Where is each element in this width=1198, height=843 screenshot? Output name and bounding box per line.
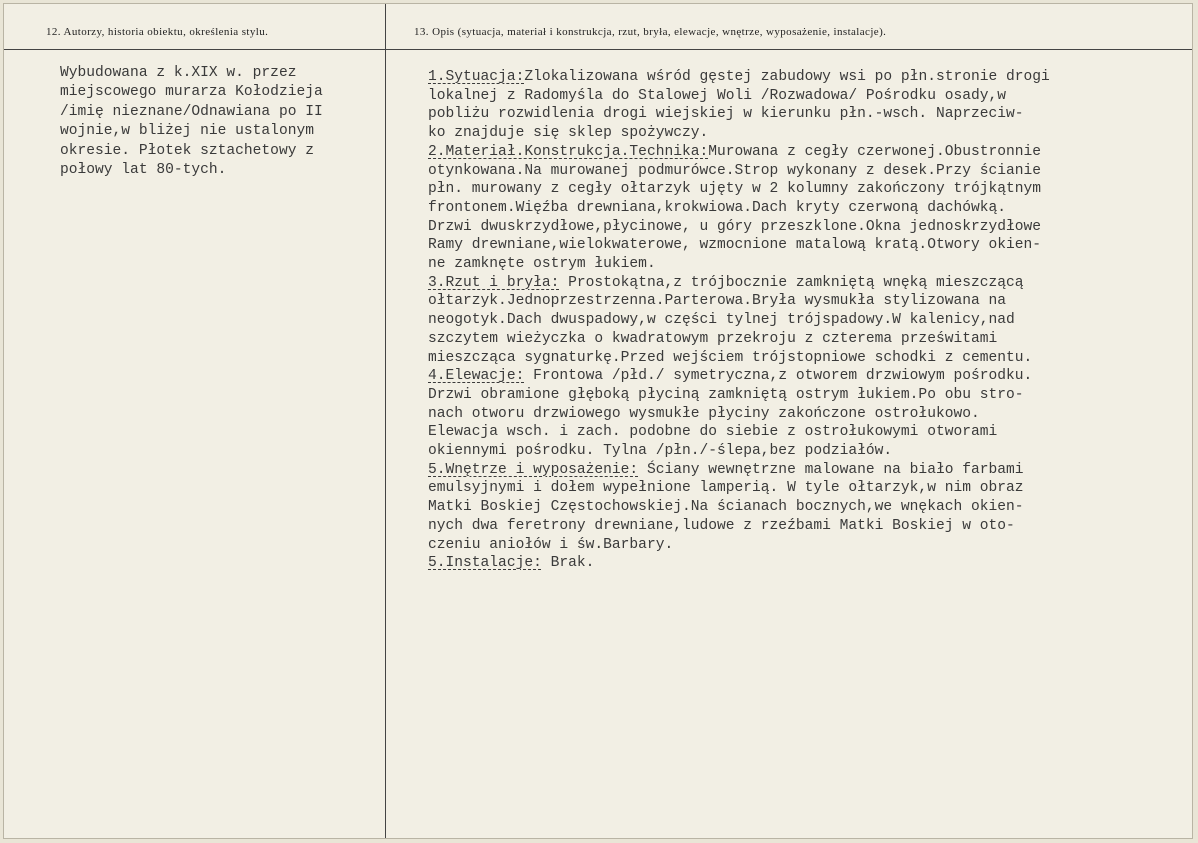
text-line: Drzwi dwuskrzydłowe,płycinowe, u góry przeszklone.Okna jednoskrzydłowe bbox=[428, 218, 1042, 235]
section-label: 2.Materiał.Konstrukcja.Technika: bbox=[428, 143, 709, 160]
text-line: lokalnej z Radomyśla do Stalowej Woli /Rozwadowa/ Pośrodku osady,w bbox=[428, 87, 1007, 104]
column-divider bbox=[385, 4, 386, 838]
text-line: Ramy drewniane,wielokwaterowe, wzmocnione matalową kratą.Otwory okien- bbox=[428, 237, 1042, 254]
section-label: 3.Rzut i bryła: bbox=[428, 274, 560, 291]
section-label: 5.Wnętrze i wyposażenie: bbox=[428, 461, 639, 478]
text-line: ołtarzyk.Jednoprzestrzenna.Parterowa.Bryła wysmukła stylizowana na bbox=[428, 293, 1007, 310]
text-line: /imię nieznane/Odnawiana po II bbox=[60, 103, 323, 120]
description-text bbox=[428, 68, 1188, 573]
text-line: połowy lat 80-tych. bbox=[60, 162, 227, 179]
text-line: 5.Instalacje: Brak. bbox=[428, 555, 595, 572]
section-plan bbox=[428, 274, 1188, 368]
section-installations bbox=[428, 554, 1188, 573]
text-line: płn. murowany z cegły ołtarzyk ujęty w 2 kolumny zakończony trójkątnym bbox=[428, 181, 1042, 198]
text-line: Wybudowana z k.XIX w. przez bbox=[60, 65, 297, 81]
text-line: 5.Wnętrze i wyposażenie: Ściany wewnętrzne malowane na biało farbami bbox=[428, 461, 1024, 478]
text-line: pobliżu rozwidlenia drogi wiejskiej w kierunku płn.-wsch. Naprzeciw- bbox=[428, 106, 1024, 123]
text-line: wojnie,w bliżej nie ustalonym bbox=[60, 123, 314, 140]
section-interior bbox=[428, 461, 1188, 555]
text-line: okresie. Płotek sztachetowy z bbox=[60, 142, 314, 159]
text-line: Elewacja wsch. i zach. podobne do siebie z ostrołukowymi otworami bbox=[428, 424, 998, 441]
section-label: 5.Instalacje: bbox=[428, 555, 542, 572]
text-line: szczytem wieżyczka o kwadratowym przekroju z czterema prześwitami bbox=[428, 330, 998, 347]
text-line: czeniu aniołów i św.Barbary. bbox=[428, 536, 674, 553]
text-line: Matki Boskiej Częstochowskiej.Na ścianach bocznych,we wnękach okien- bbox=[428, 499, 1024, 516]
section-label: 4.Elewacje: bbox=[428, 368, 525, 385]
text-line: 1.Sytuacja:Zlokalizowana wśród gęstej zabudowy wsi po płn.stronie drogi bbox=[428, 69, 1050, 85]
text-line: 4.Elewacje: Frontowa /płd./ symetryczna,z otworem drzwiowym pośrodku. bbox=[428, 368, 1033, 385]
header-divider bbox=[4, 49, 1192, 50]
text-line: mieszcząca sygnaturkę.Przed wejściem trójstopniowe schodki z cementu. bbox=[428, 349, 1033, 366]
section-elevations bbox=[428, 367, 1188, 461]
text-line: nych dwa feretrony drewniane,ludowe z rzeźbami Matki Boskiej w oto- bbox=[428, 517, 1015, 534]
document-sheet bbox=[3, 3, 1193, 839]
text-line: ko znajduje się sklep spożywczy. bbox=[428, 125, 709, 142]
text-line: emulsyjnymi i dołem wypełnione lamperią. W tyle ołtarzyk,w nim obraz bbox=[428, 480, 1024, 497]
text-line: otynkowana.Na murowanej podmurówce.Strop wykonany z desek.Przy ścianie bbox=[428, 162, 1042, 179]
section-label: 1.Sytuacja: bbox=[428, 69, 525, 85]
text-line: frontonem.Więźba drewniana,krokwiowa.Dach kryty czerwoną dachówką. bbox=[428, 199, 1007, 216]
section-situation bbox=[428, 68, 1188, 143]
section-13-header: 13. Opis (sytuacja, materiał i konstrukcja, rzut, bryła, elewacje, wnętrze, wyposażenie, instalacje). bbox=[414, 26, 887, 38]
authors-history-text bbox=[60, 64, 378, 180]
section-12-header: 12. Autorzy, historia obiektu, określenia stylu. bbox=[46, 26, 269, 38]
text-line: neogotyk.Dach dwuspadowy,w części tylnej trójspadowy.W kalenicy,nad bbox=[428, 312, 1015, 329]
text-line: okiennymi pośrodku. Tylna /płn./-ślepa,bez podziałów. bbox=[428, 443, 893, 460]
section-material bbox=[428, 143, 1188, 274]
text-line: Drzwi obramione głęboką płyciną zamkniętą ostrym łukiem.Po obu stro- bbox=[428, 386, 1024, 403]
text-line: 3.Rzut i bryła: Prostokątna,z trójbocznie zamkniętą wnęką mieszczącą bbox=[428, 274, 1024, 291]
text-line: ne zamknęte ostrym łukiem. bbox=[428, 256, 656, 273]
text-line: 2.Materiał.Konstrukcja.Technika:Murowana z cegły czerwonej.Obustronnie bbox=[428, 143, 1042, 160]
text-line: nach otworu drzwiowego wysmukłe płyciny zakończone ostrołukowo. bbox=[428, 405, 980, 422]
text-line: miejscowego murarza Kołodzieja bbox=[60, 84, 323, 101]
